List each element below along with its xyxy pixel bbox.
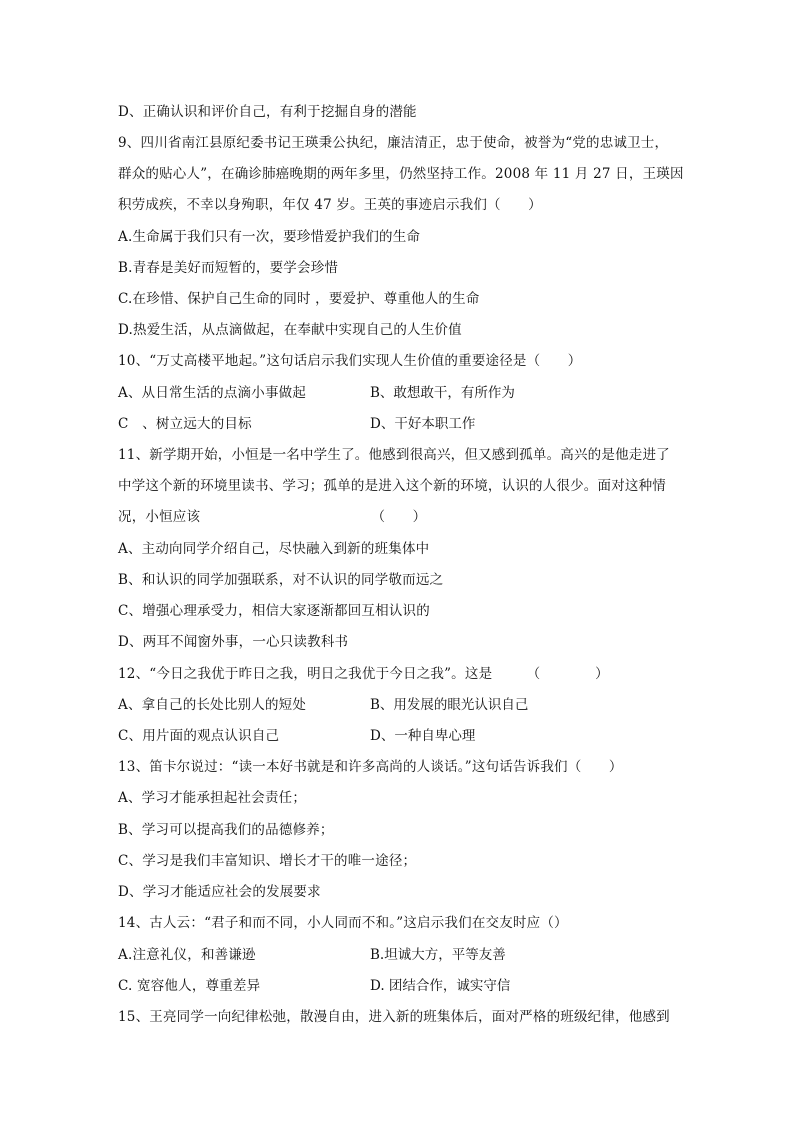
q14-option-d: D. 团结合作，诚实守信	[370, 978, 511, 994]
q10-stem: 10、“万丈高楼平地起。”这句话启示我们实现人生价值的重要途径是（ ）	[118, 353, 582, 369]
q12-option-a: A、拿自己的长处比别人的短处	[118, 697, 307, 713]
q11-option-c: C、增强心理承受力，相信大家逐渐都回互相认识的	[118, 603, 430, 619]
q9-option-c: C.在珍惜、保护自己生命的同时 ，要爱护、尊重他人的生命	[118, 291, 480, 307]
q11-option-a: A、主动向同学介绍自己，尽快融入到新的班集体中	[118, 541, 430, 557]
q13-stem: 13、笛卡尔说过：“读一本好书就是和许多高尚的人谈话。”这句话告诉我们（ ）	[118, 759, 623, 775]
q9-stem-line-3: 积劳成疾，不幸以身殉职，年仅 47 岁。王英的事迹启示我们（ ）	[118, 197, 542, 213]
q11-stem-line-2: 中学这个新的环境里读书、学习；孤单的是进入这个新的环境，认识的人很少。面对这种情	[118, 478, 666, 494]
q9-option-a: A.生命属于我们只有一次，要珍惜爱护我们的生命	[118, 229, 421, 245]
q14-option-b: B.坦诚大方，平等友善	[370, 947, 506, 963]
q13-option-a: A、学习才能承担起社会责任；	[118, 790, 307, 806]
q10-option-c: C 、树立远大的目标	[118, 416, 252, 432]
q12-option-b: B、用发展的眼光认识自己	[370, 697, 529, 713]
q14-stem: 14、古人云：“君子和而不同，小人同而不和。”这启示我们在交友时应（）	[118, 915, 568, 931]
q13-option-b: B、学习可以提高我们的品德修养；	[118, 822, 334, 838]
q11-stem-line-3: 况，小恒应该 （ ）	[118, 509, 427, 525]
q13-option-c: C、学习是我们丰富知识、增长才干的唯一途径；	[118, 853, 417, 869]
q9-option-d: D.热爱生活，从点滴做起，在奉献中实现自己的人生价值	[118, 322, 462, 338]
q11-option-b: B、和认识的同学加强联系，对不认识的同学敬而远之	[118, 572, 444, 588]
q14-option-c: C. 宽容他人，尊重差异	[118, 978, 261, 994]
q11-stem-line-1: 11、新学期开始，小恒是一名中学生了。他感到很高兴，但又感到孤单。高兴的是他走进了	[118, 447, 670, 463]
q13-option-d: D、学习才能适应社会的发展要求	[118, 884, 321, 900]
q10-option-a: A、从日常生活的点滴小事做起	[118, 385, 307, 401]
q12-option-d: D、一种自卑心理	[370, 728, 476, 744]
q11-option-d: D、两耳不闻窗外事，一心只读教科书	[118, 634, 349, 650]
q8-option-d: D、正确认识和评价自己，有利于挖掘自身的潜能	[118, 104, 417, 120]
q9-stem-line-2: 群众的贴心人”，在确诊肺癌晚期的两年多里，仍然坚持工作。2008 年 11 月 27 日，王瑛因	[118, 166, 684, 182]
q14-option-a: A.注意礼仪，和善谦逊	[118, 947, 256, 963]
q12-stem: 12、“今日之我优于昨日之我，明日之我优于今日之我”。这是 （ ）	[118, 666, 609, 682]
q12-option-c: C、用片面的观点认识自己	[118, 728, 280, 744]
q10-option-d: D、干好本职工作	[370, 416, 476, 432]
q10-option-b: B、敢想敢干，有所作为	[370, 385, 515, 401]
q9-option-b: B.青春是美好而短暂的，要学会珍惜	[118, 260, 339, 276]
q15-stem-line-1: 15、王亮同学一向纪律松弛，散漫自由，进入新的班集体后，面对严格的班级纪律，他感到	[118, 1009, 670, 1025]
q9-stem-line-1: 9、四川省南江县原纪委书记王瑛秉公执纪，廉洁清正，忠于使命，被誉为“党的忠诚卫士，	[118, 135, 669, 151]
